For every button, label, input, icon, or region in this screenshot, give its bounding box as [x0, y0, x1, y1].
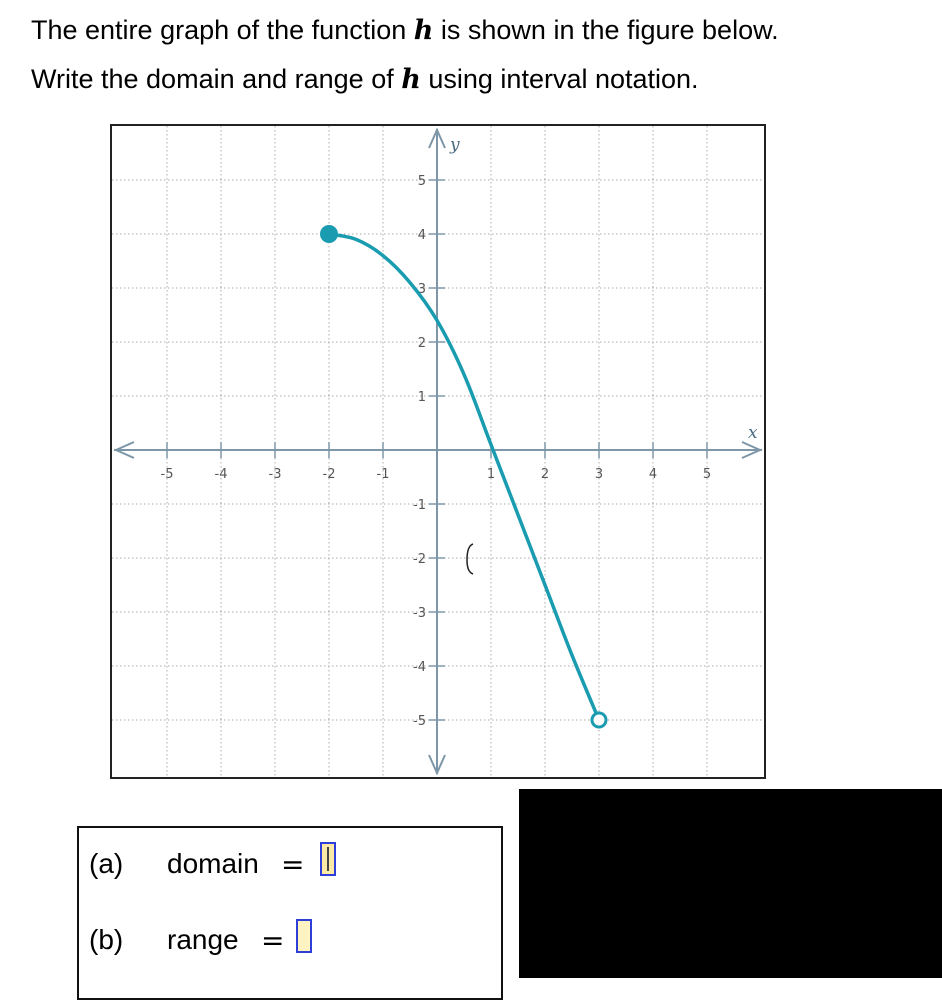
domain-equals: =	[281, 848, 305, 881]
open-endpoint	[592, 713, 606, 727]
domain-input[interactable]	[320, 842, 336, 876]
redaction-block	[519, 789, 942, 978]
graph-figure	[110, 124, 766, 779]
question-line-1-start: The entire graph of the function	[31, 15, 414, 45]
y-tick-label: -3	[413, 606, 426, 621]
part-a-tag: (a)	[89, 848, 124, 879]
y-axis-label: y	[450, 135, 460, 155]
range-equals: =	[261, 924, 285, 957]
x-tick-label: 1	[486, 467, 496, 482]
x-tick-label: 5	[702, 467, 712, 482]
function-var-h-2: h	[401, 64, 421, 95]
y-tick-label: 1	[417, 390, 426, 405]
question-line-2-end: using interval notation.	[420, 64, 699, 94]
x-tick-label: 3	[594, 467, 604, 482]
x-tick-label: 2	[540, 467, 550, 482]
y-tick-label: -4	[413, 660, 426, 675]
answer-panel	[77, 826, 503, 1000]
closed-endpoint	[321, 226, 337, 242]
x-axis-label: x	[748, 423, 758, 443]
question-line-2-start: Write the domain and range of	[31, 64, 402, 94]
y-tick-label: -2	[413, 552, 426, 567]
x-tick-label: -1	[376, 467, 390, 482]
stray-bracket-mark	[467, 544, 473, 574]
question-line-1	[31, 6, 931, 55]
y-tick-label: -5	[413, 714, 426, 729]
question-text	[31, 6, 931, 104]
part-b-tag: (b)	[89, 924, 124, 955]
x-tick-label: -3	[268, 467, 282, 482]
range-label: range	[167, 924, 239, 955]
question-line-1-end: is shown in the figure below.	[433, 15, 779, 45]
question-line-2	[31, 55, 931, 104]
y-tick-label: 4	[417, 228, 426, 243]
x-tick-label: -4	[214, 467, 228, 482]
x-tick-label: 4	[648, 467, 658, 482]
y-tick-label: -1	[413, 498, 426, 513]
range-input[interactable]	[296, 919, 312, 953]
function-curve	[329, 234, 599, 720]
x-tick-label: -2	[322, 467, 336, 482]
y-tick-label: 5	[417, 174, 426, 189]
function-var-h: h	[413, 15, 434, 46]
graph-svg	[112, 126, 764, 777]
domain-label: domain	[167, 848, 259, 879]
y-tick-label: 3	[417, 282, 426, 297]
text-caret	[327, 847, 329, 871]
x-tick-label: -5	[160, 467, 174, 482]
y-tick-label: 2	[417, 336, 426, 351]
